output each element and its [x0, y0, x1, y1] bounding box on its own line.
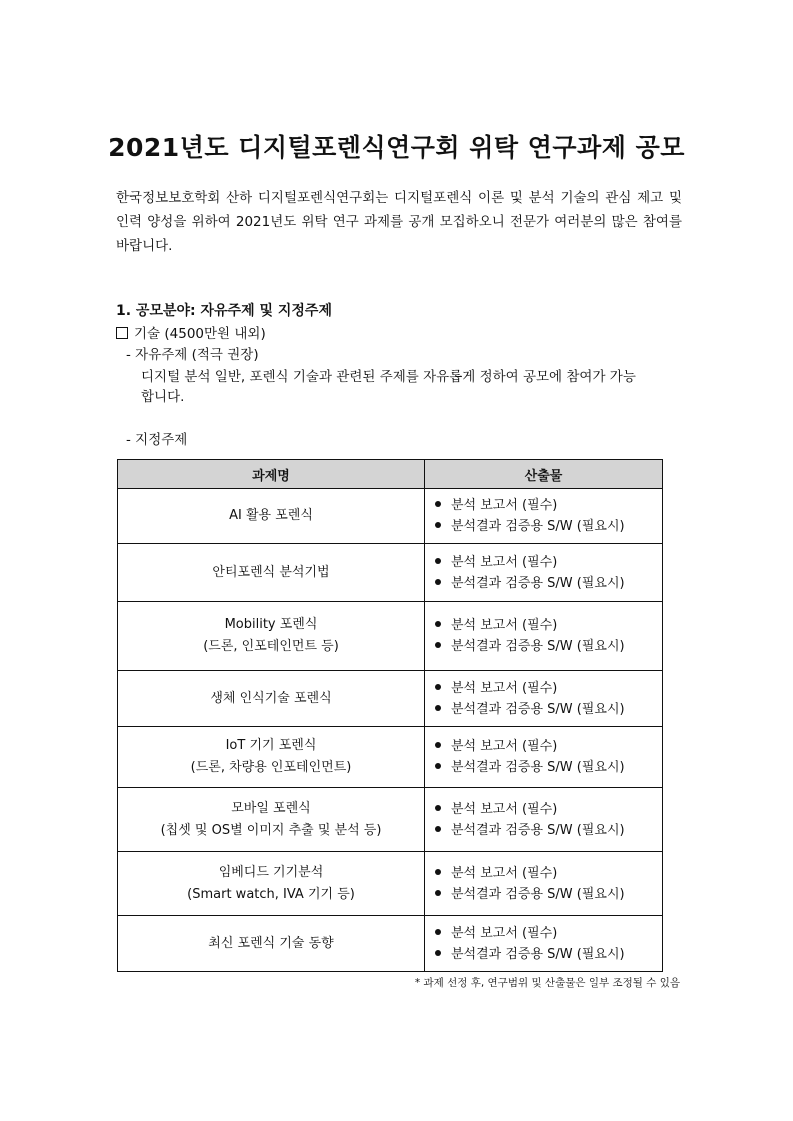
task-outputs: 분석 보고서 (필수) 분석결과 검증용 S/W (필요시): [425, 916, 663, 972]
table-row: [118, 602, 663, 671]
designated-topic-label: - 지정주제: [126, 432, 188, 448]
header-outputs: 산출물: [425, 460, 663, 489]
bullet-icon: [435, 869, 441, 875]
task-outputs: 분석 보고서 (필수) 분석결과 검증용 S/W (필요시): [425, 489, 663, 544]
bullet-icon: [435, 805, 441, 811]
task-outputs: 분석 보고서 (필수) 분석결과 검증용 S/W (필요시): [425, 671, 663, 727]
bullet-icon: [435, 522, 441, 528]
footnote: * 과제 선정 후, 연구범위 및 산출물은 일부 조정될 수 있음: [414, 977, 680, 989]
task-name: IoT 기기 포렌식 (드론, 차량용 인포테인먼트): [118, 727, 425, 788]
section-heading: 1. 공모분야: 자유주제 및 지정주제: [116, 303, 332, 319]
checkbox-square-icon: [116, 327, 128, 339]
task-name: Mobility 포렌식 (드론, 인포테인먼트 등): [118, 602, 425, 671]
table-row: [118, 788, 663, 852]
table-row: [118, 544, 663, 602]
free-topic-desc-line2: 합니다.: [141, 389, 185, 405]
table-row: [118, 671, 663, 727]
category-text: 기술 (4500만원 내외): [134, 326, 266, 342]
free-topic-desc-line1: 디지털 분석 일반, 포렌식 기술과 관련된 주제를 자유롭게 정하여 공모에 참여가 가능: [141, 369, 636, 385]
free-topic-label: - 자유주제 (적극 권장): [126, 347, 259, 363]
bullet-icon: [435, 621, 441, 627]
task-name: 임베디드 기기분석 (Smart watch, IVA 기기 등): [118, 852, 425, 916]
table-header-row: [118, 460, 663, 489]
table-row: [118, 727, 663, 788]
bullet-icon: [435, 501, 441, 507]
task-outputs: 분석 보고서 (필수) 분석결과 검증용 S/W (필요시): [425, 852, 663, 916]
table-row: [118, 852, 663, 916]
task-name: AI 활용 포렌식: [118, 489, 425, 544]
bullet-icon: [435, 890, 441, 896]
bullet-icon: [435, 642, 441, 648]
task-outputs: 분석 보고서 (필수) 분석결과 검증용 S/W (필요시): [425, 544, 663, 602]
bullet-icon: [435, 826, 441, 832]
bullet-icon: [435, 929, 441, 935]
header-task-name: 과제명: [118, 460, 425, 489]
bullet-icon: [435, 558, 441, 564]
document-title: 2021년도 디지털포렌식연구회 위탁 연구과제 공모: [108, 133, 685, 162]
bullet-icon: [435, 763, 441, 769]
task-outputs: 분석 보고서 (필수) 분석결과 검증용 S/W (필요시): [425, 602, 663, 671]
bullet-icon: [435, 684, 441, 690]
task-outputs: 분석 보고서 (필수) 분석결과 검증용 S/W (필요시): [425, 788, 663, 852]
task-table: [117, 459, 663, 972]
bullet-icon: [435, 950, 441, 956]
table-row: [118, 489, 663, 544]
task-name: 최신 포렌식 기술 동향: [118, 916, 425, 972]
task-outputs: 분석 보고서 (필수) 분석결과 검증용 S/W (필요시): [425, 727, 663, 788]
task-name: 안티포렌식 분석기법: [118, 544, 425, 602]
bullet-icon: [435, 579, 441, 585]
category-line: [116, 324, 266, 344]
intro-paragraph: 한국정보보호학회 산하 디지털포렌식연구회는 디지털포렌식 이론 및 분석 기술의 관심 제고 및 인력 양성을 위하여 2021년도 위탁 연구 과제를 공개 모집하오니 전문가 여러분의 많은 참여를 바랍니다.: [116, 190, 682, 254]
task-name: 생체 인식기술 포렌식: [118, 671, 425, 727]
task-name: 모바일 포렌식 (칩셋 및 OS별 이미지 추출 및 분석 등): [118, 788, 425, 852]
table-row: [118, 916, 663, 972]
bullet-icon: [435, 742, 441, 748]
bullet-icon: [435, 705, 441, 711]
